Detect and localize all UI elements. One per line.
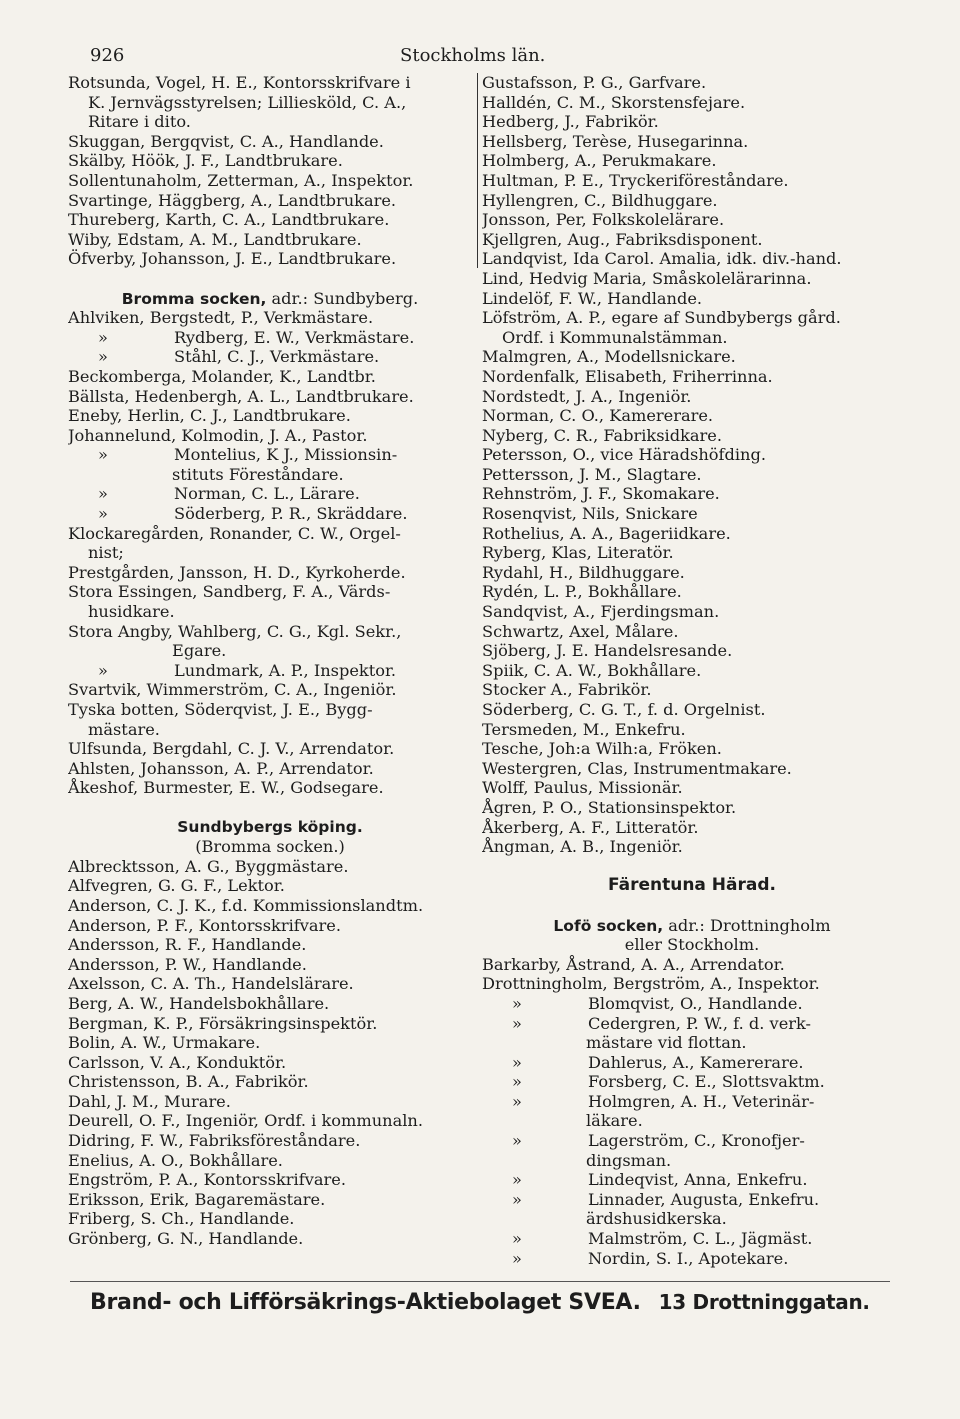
directory-entry: Rehnström, J. F., Skomakare. xyxy=(482,484,720,504)
directory-entry: Hedberg, J., Fabrikör. xyxy=(482,112,659,132)
entry-text: Malmström, C. L., Jägmäst. xyxy=(588,1229,813,1249)
directory-entry xyxy=(68,661,472,681)
directory-entry: Schwartz, Axel, Målare. xyxy=(482,621,679,641)
entry-text: Lindeqvist, Anna, Enkefru. xyxy=(588,1170,808,1190)
ditto-mark: » xyxy=(512,1131,522,1151)
directory-entry: Axelsson, C. A. Th., Handelslärare. xyxy=(68,974,354,994)
section-subheading: (Bromma socken.) xyxy=(195,837,345,857)
entry-text: Norman, C. L., Lärare. xyxy=(174,484,360,504)
ditto-mark: » xyxy=(98,504,108,524)
directory-entry: Barkarby, Åstrand, A. A., Arrendator. xyxy=(482,954,785,974)
directory-entry xyxy=(68,328,472,348)
section-heading-sundbyberg: Sundbybergs köping. xyxy=(177,817,363,836)
directory-entry: Svartinge, Häggberg, A., Landtbrukare. xyxy=(68,190,397,210)
directory-entry: Bolin, A. W., Urmakare. xyxy=(68,1033,261,1053)
directory-entry: Rosenqvist, Nils, Snickare xyxy=(482,504,698,524)
directory-entry: Rothelius, A. A., Bageriidkare. xyxy=(482,523,731,543)
advertisement-footer xyxy=(90,1290,890,1315)
footer-text: Brand- och Lifförsäkrings-Aktiebolaget SVEA. xyxy=(90,1290,641,1315)
entry-text: Linnader, Augusta, Enkefru. xyxy=(588,1189,820,1209)
parish-address: adr.: Sundbyberg. xyxy=(266,288,419,308)
footer-address: 13 Drottninggatan. xyxy=(658,1290,870,1314)
directory-entry: Löfström, A. P., egare af Sundbybergs gård. xyxy=(482,308,841,328)
directory-entry: Kjellgren, Aug., Fabriksdisponent. xyxy=(482,229,763,249)
directory-entry: Pettersson, J. M., Slagtare. xyxy=(482,464,702,484)
directory-entry xyxy=(482,1072,902,1092)
entry-text: Rydberg, E. W., Verkmästare. xyxy=(174,327,415,347)
entry-text: Lundmark, A. P., Inspektor. xyxy=(174,660,397,680)
directory-entry xyxy=(68,504,472,524)
directory-entry: Hultman, P. E., Tryckeriföreståndare. xyxy=(482,170,789,190)
entry-text: Nordin, S. I., Apotekare. xyxy=(588,1248,789,1268)
ditto-mark: » xyxy=(512,1072,522,1092)
parish-address: adr.: Drottningholm xyxy=(663,915,831,935)
ditto-mark: » xyxy=(512,1091,522,1111)
directory-entry: Ahlviken, Bergstedt, P., Verkmästare. xyxy=(68,308,374,328)
parish-name: Lofö socken, xyxy=(553,916,664,935)
ditto-mark: » xyxy=(512,1248,522,1268)
directory-entry: Didring, F. W., Fabriksföreståndare. xyxy=(68,1131,361,1151)
directory-entry: Nyberg, C. R., Fabriksidkare. xyxy=(482,425,723,445)
entry-text: Blomqvist, O., Handlande. xyxy=(588,993,803,1013)
directory-entry: Nordenfalk, Elisabeth, Friherrinna. xyxy=(482,366,773,386)
directory-entry: Tersmeden, M., Enkefru. xyxy=(482,719,686,739)
section-heading-bromma xyxy=(68,289,472,309)
directory-entry: Grönberg, G. N., Handlande. xyxy=(68,1229,304,1249)
spacer xyxy=(68,798,472,818)
directory-entry: Engström, P. A., Kontorsskrifvare. xyxy=(68,1170,346,1190)
directory-entry xyxy=(482,994,902,1014)
directory-entry: Thureberg, Karth, C. A., Landtbrukare. xyxy=(68,210,390,230)
directory-entry: Holmberg, A., Perukmakare. xyxy=(482,151,717,171)
directory-entry: Jonsson, Per, Folkskolelärare. xyxy=(482,210,725,230)
directory-entry: Lind, Hedvig Maria, Småskolelärarinna. xyxy=(482,268,812,288)
directory-entry: Sollentunaholm, Zetterman, A., Inspektor. xyxy=(68,170,414,190)
directory-entry: Stocker A., Fabrikör. xyxy=(482,680,652,700)
directory-entry xyxy=(482,1131,902,1151)
entry-text: Cedergren, P. W., f. d. verk- xyxy=(588,1013,811,1033)
ditto-mark: » xyxy=(98,347,108,367)
directory-entry: Åkerberg, A. F., Litteratör. xyxy=(482,817,699,837)
directory-entry xyxy=(482,1229,902,1249)
directory-entry: Johannelund, Kolmodin, J. A., Pastor. xyxy=(68,425,368,445)
entry-continuation: Egare. xyxy=(172,641,227,661)
entry-continuation: K. Jernvägsstyrelsen; Lilliesköld, C. A., xyxy=(88,92,407,112)
directory-entry xyxy=(482,1014,902,1034)
directory-entry: Norman, C. O., Kamererare. xyxy=(482,406,714,426)
directory-entry: Spiik, C. A. W., Bokhållare. xyxy=(482,660,702,680)
entry-continuation: husidkare. xyxy=(88,602,175,622)
directory-entry: Ångman, A. B., Ingeniör. xyxy=(482,837,683,857)
directory-entry xyxy=(68,445,472,465)
directory-entry: Tesche, Joh:a Wilh:a, Fröken. xyxy=(482,739,722,759)
entry-continuation: nist; xyxy=(88,543,124,563)
ditto-mark: » xyxy=(98,327,108,347)
ditto-mark: » xyxy=(512,993,522,1013)
ditto-mark: » xyxy=(512,1052,522,1072)
directory-entry: Öfverby, Johansson, J. E., Landtbrukare. xyxy=(68,249,397,269)
entry-continuation: Ordf. i Kommunalstämman. xyxy=(502,327,728,347)
entry-text: Ståhl, C. J., Verkmästare. xyxy=(174,347,380,367)
directory-entry: Alfvegren, G. G. F., Lektor. xyxy=(68,876,285,896)
directory-entry: Bällsta, Hedenbergh, A. L., Landtbrukare. xyxy=(68,386,414,406)
section-heading-farentuna: Färentuna Härad. xyxy=(607,876,776,896)
parish-address-alt: eller Stockholm. xyxy=(624,935,760,955)
directory-entry: Westergren, Clas, Instrumentmakare. xyxy=(482,758,792,778)
footer-rule xyxy=(70,1281,890,1282)
directory-entry: Dahl, J. M., Murare. xyxy=(68,1091,231,1111)
directory-entry: Rotsunda, Vogel, H. E., Kontorsskrifvare i xyxy=(68,73,411,92)
directory-entry xyxy=(482,1249,902,1269)
ditto-mark: » xyxy=(512,1170,522,1190)
ditto-mark: » xyxy=(98,484,108,504)
directory-entry: Wiby, Edstam, A. M., Landtbrukare. xyxy=(68,229,362,249)
directory-entry: Beckomberga, Molander, K., Landtbr. xyxy=(68,366,376,386)
ditto-mark: » xyxy=(512,1229,522,1249)
entry-text: Holmgren, A. H., Veterinär- xyxy=(588,1091,815,1111)
directory-entry xyxy=(68,347,472,367)
directory-entry: Christensson, B. A., Fabrikör. xyxy=(68,1072,309,1092)
entry-continuation: Ritare i dito. xyxy=(88,112,191,132)
directory-entry: Anderson, C. J. K., f.d. Kommissionslandtm. xyxy=(68,895,424,915)
directory-entry: Prestgården, Jansson, H. D., Kyrkoherde. xyxy=(68,562,406,582)
directory-entry: Gustafsson, P. G., Garfvare. xyxy=(482,73,707,92)
directory-entry: Lindelöf, F. W., Handlande. xyxy=(482,288,703,308)
directory-entry: Skälby, Höök, J. F., Landtbrukare. xyxy=(68,151,343,171)
directory-entry: Åkeshof, Burmester, E. W., Godsegare. xyxy=(68,778,384,798)
ditto-mark: » xyxy=(512,1013,522,1033)
directory-entry: Rydén, L. P., Bokhållare. xyxy=(482,582,682,602)
directory-entry: Klockaregården, Ronander, C. W., Orgel- xyxy=(68,523,401,543)
directory-entry xyxy=(482,1092,902,1112)
entry-continuation: mästare vid flottan. xyxy=(586,1033,747,1053)
entry-text: Söderberg, P. R., Skräddare. xyxy=(174,504,408,524)
section-heading-lofo xyxy=(482,916,902,936)
parish-name: Bromma socken, xyxy=(121,289,267,308)
directory-entry: Stora Essingen, Sandberg, F. A., Värds- xyxy=(68,582,391,602)
directory-entry: Rydahl, H., Bildhuggare. xyxy=(482,562,685,582)
entry-text: Dahlerus, A., Kamererare. xyxy=(588,1052,804,1072)
left-column xyxy=(68,73,472,1249)
directory-entry: Hyllengren, C., Bildhuggare. xyxy=(482,190,718,210)
page-number: 926 xyxy=(90,45,125,66)
directory-entry xyxy=(482,1190,902,1210)
directory-entry: Friberg, S. Ch., Handlande. xyxy=(68,1209,295,1229)
directory-entry: Drottningholm, Bergström, A., Inspektor. xyxy=(482,974,820,994)
directory-entry: Anderson, P. F., Kontorsskrifvare. xyxy=(68,915,342,935)
ditto-mark: » xyxy=(98,445,108,465)
entry-continuation: dingsman. xyxy=(586,1150,672,1170)
directory-entry: Nordstedt, J. A., Ingeniör. xyxy=(482,386,692,406)
entry-continuation: stituts Föreståndare. xyxy=(172,464,344,484)
directory-entry: Sandqvist, A., Fjerdingsman. xyxy=(482,602,720,622)
directory-entry: Albrecktsson, A. G., Byggmästare. xyxy=(68,856,349,876)
directory-entry: Eneby, Herlin, C. J., Landtbrukare. xyxy=(68,406,351,426)
directory-entry: Hellsberg, Terèse, Husegarinna. xyxy=(482,131,749,151)
directory-entry: Svartvik, Wimmerström, C. A., Ingeniör. xyxy=(68,680,397,700)
directory-entry xyxy=(482,1170,902,1190)
directory-entry: Tyska botten, Söderqvist, J. E., Bygg- xyxy=(68,700,373,719)
right-column xyxy=(482,73,902,1268)
spacer xyxy=(482,896,902,916)
directory-entry: Ryberg, Klas, Literatör. xyxy=(482,543,674,563)
entry-continuation: ärdshusidkerska. xyxy=(586,1209,727,1229)
column-divider xyxy=(477,73,478,268)
directory-entry: Halldén, C. M., Skorstensfejare. xyxy=(482,92,746,112)
directory-entry: Petersson, O., vice Häradshöfding. xyxy=(482,445,766,465)
directory-entry: Eriksson, Erik, Bagaremästare. xyxy=(68,1189,326,1209)
directory-entry: Söderberg, C. G. T., f. d. Orgelnist. xyxy=(482,700,766,719)
spacer xyxy=(68,269,472,289)
directory-entry: Skuggan, Bergqvist, C. A., Handlande. xyxy=(68,131,384,151)
directory-entry: Andersson, P. W., Handlande. xyxy=(68,954,307,974)
directory-entry: Sjöberg, J. E. Handelsresande. xyxy=(482,641,733,661)
directory-entry: Berg, A. W., Handelsbokhållare. xyxy=(68,993,330,1013)
directory-entry: Ågren, P. O., Stationsinspektor. xyxy=(482,797,737,817)
directory-entry: Enelius, A. O., Bokhållare. xyxy=(68,1150,283,1170)
directory-entry xyxy=(68,484,472,504)
ditto-mark: » xyxy=(98,660,108,680)
directory-entry: Deurell, O. F., Ingeniör, Ordf. i kommunaln. xyxy=(68,1111,423,1131)
ditto-mark: » xyxy=(512,1189,522,1209)
directory-entry: Malmgren, A., Modellsnickare. xyxy=(482,347,736,367)
directory-entry: Carlsson, V. A., Konduktör. xyxy=(68,1052,287,1072)
directory-entry: Wolff, Paulus, Missionär. xyxy=(482,778,683,798)
directory-entry xyxy=(482,1053,902,1073)
directory-entry: Andersson, R. F., Handlande. xyxy=(68,935,307,955)
directory-entry: Landqvist, Ida Carol. Amalia, idk. div.-hand. xyxy=(482,249,842,269)
running-title: Stockholms län. xyxy=(400,45,546,66)
directory-entry: Ahlsten, Johansson, A. P., Arrendator. xyxy=(68,758,374,778)
entry-text: Lagerström, C., Kronofjer- xyxy=(588,1131,805,1151)
entry-text: Montelius, K J., Missionsin- xyxy=(174,445,398,465)
directory-entry: Stora Angby, Wahlberg, C. G., Kgl. Sekr., xyxy=(68,621,402,641)
spacer xyxy=(482,857,902,877)
entry-continuation: läkare. xyxy=(586,1111,643,1131)
entry-text: Forsberg, C. E., Slottsvaktm. xyxy=(588,1072,825,1092)
directory-entry: Ulfsunda, Bergdahl, C. J. V., Arrendator. xyxy=(68,739,395,759)
directory-entry: Bergman, K. P., Försäkringsinspektör. xyxy=(68,1013,378,1033)
entry-continuation: mästare. xyxy=(88,719,160,739)
